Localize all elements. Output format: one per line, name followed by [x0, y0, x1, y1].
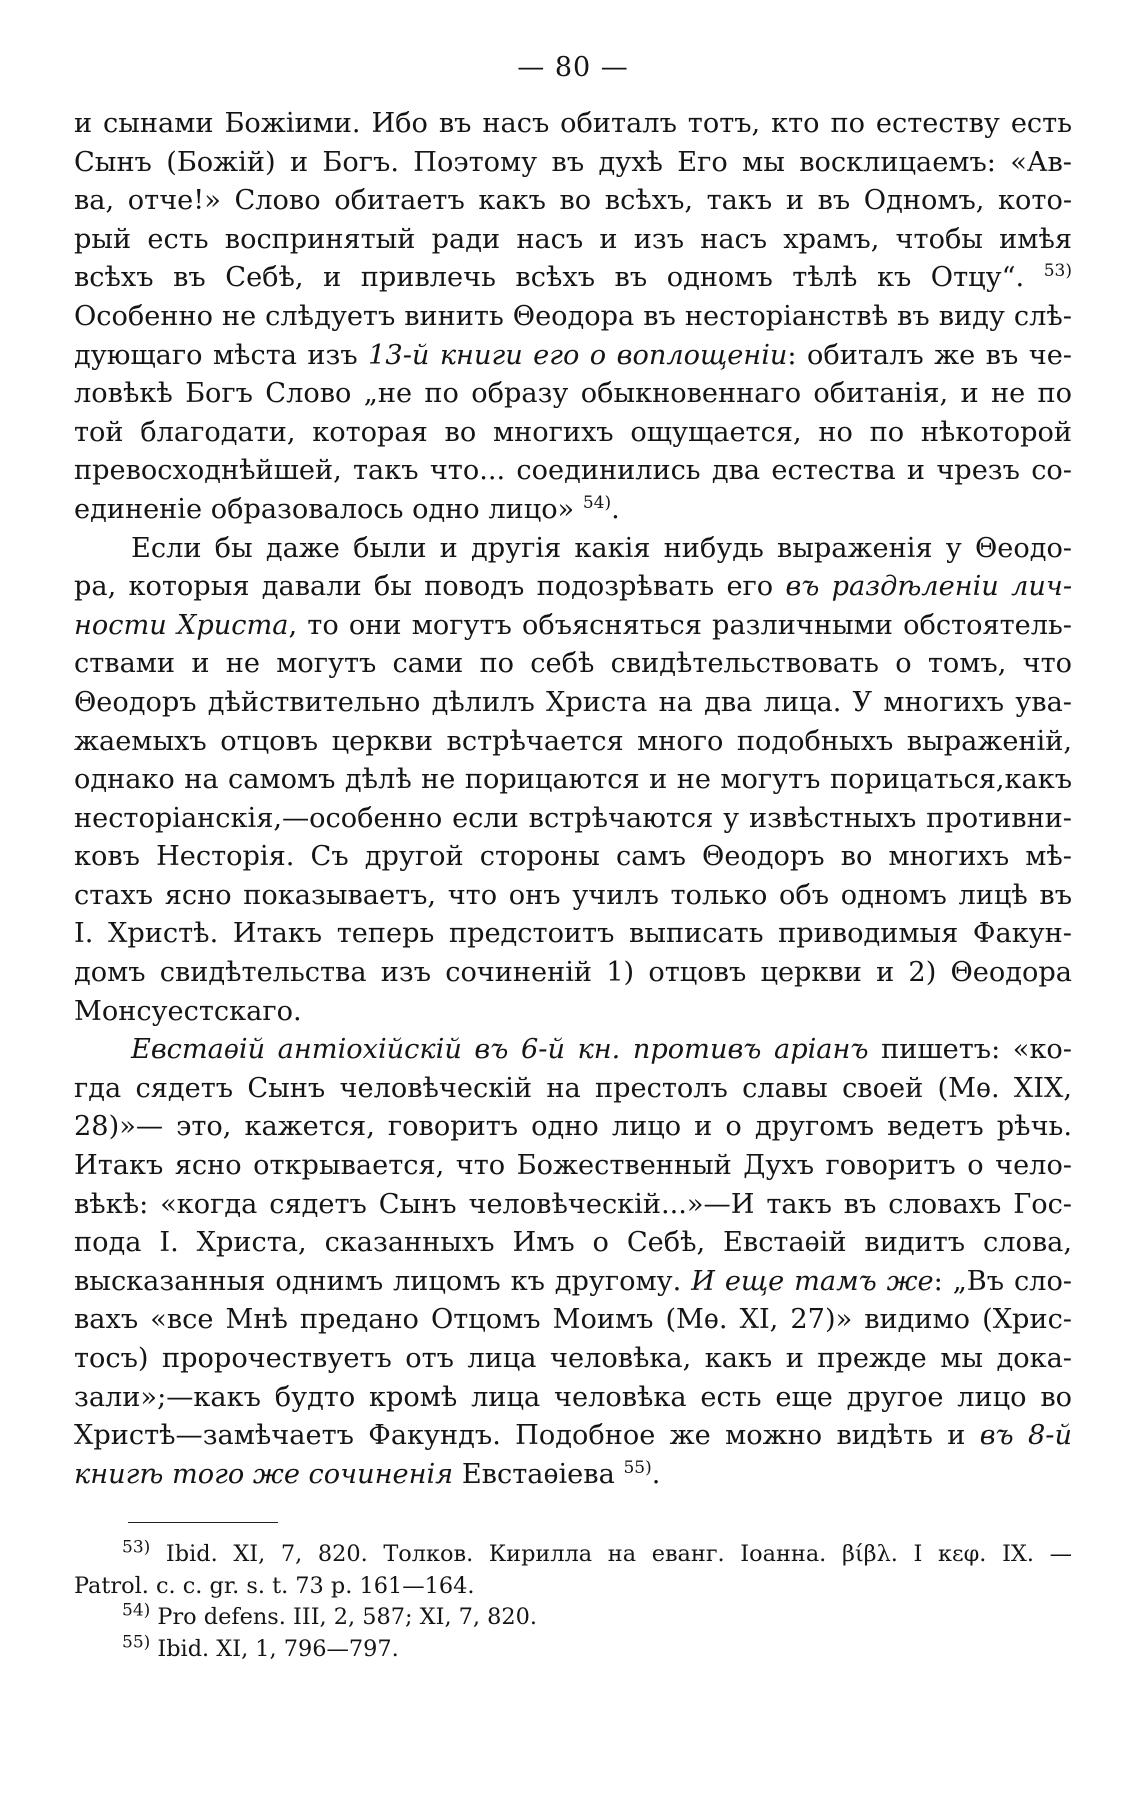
- text-line: превосходнѣйшей, такъ что... соединились два естества и чрезъ со-: [74, 455, 1072, 487]
- footnote-ref-53: 53): [1043, 261, 1072, 282]
- text-line: Θеодоръ дѣйствительно дѣлилъ Христа на два лица. У многихъ ува-: [74, 686, 1072, 718]
- text-line: той благодати, которая во многихъ ощущается, но по нѣкоторой: [74, 416, 1072, 448]
- footnote-53-continuation: Patrol. c. c. gr. s. t. 73 p. 161—164.: [74, 1572, 475, 1599]
- text-fragment: , то они могутъ объясняться различными обстоятель-: [288, 609, 1072, 641]
- text-line: Итакъ ясно открывается, что Божественный Духъ говоритъ о чело-: [74, 1150, 1072, 1182]
- footnotes: [74, 1539, 1072, 1665]
- page-number: — 80 —: [517, 52, 629, 83]
- footnote-divider: [128, 1522, 278, 1523]
- text-line: ва, отче!» Слово обитаетъ какъ во всѣхъ, такъ и въ Одномъ, кото-: [74, 185, 1072, 217]
- paragraph-continuation: [74, 105, 1072, 530]
- text-fragment: единеніе образовалось одно лицо»: [74, 493, 575, 525]
- emphasis-italic: И еще тамъ же: [691, 1265, 934, 1297]
- text-fragment: всѣхъ въ Себѣ, и привлечь всѣхъ въ одномъ тѣлѣ къ Отцу“.: [74, 262, 1025, 294]
- text-line: 28)»— это, кажется, говоритъ одно лицо и о другомъ ведетъ рѣчь.: [74, 1111, 1072, 1143]
- text-fragment: : „Въ сло-: [933, 1265, 1072, 1297]
- text-fragment: Христѣ—замѣчаетъ Факундъ. Подобное же можно видѣть и: [74, 1420, 980, 1452]
- text-line: домъ свидѣтельства изъ сочиненій 1) отцовъ церкви и 2) Θеодора: [74, 957, 1072, 989]
- text-line: тосъ) пророчествуетъ отъ лица человѣка, какъ и прежде мы дока-: [74, 1343, 1072, 1374]
- footnote-number: 53): [122, 1539, 151, 1558]
- footnote-ref-55: 55): [623, 1457, 652, 1478]
- work-title-italic: Евстаѳій антіохійскій въ 6-й кн. противъ аріанъ: [131, 1034, 869, 1066]
- text-fragment: .: [651, 1458, 661, 1490]
- text-line: [74, 259, 1072, 298]
- text-fragment: .: [611, 493, 620, 525]
- text-line: гда сядетъ Сынъ человѣческій на престолъ славы своей (Мѳ. XIX,: [74, 1072, 1072, 1104]
- text-line: несторіанскія,—особенно если встрѣчаются у извѣстныхъ противни-: [74, 802, 1072, 834]
- footnote-53: [74, 1539, 1072, 1571]
- text-fragment: ра, которыя давали бы поводъ подозрѣвать его: [74, 571, 786, 603]
- text-line: [74, 1456, 1072, 1495]
- emphasis-italic: въ 8-й: [979, 1420, 1072, 1452]
- text-line: зали»;—какъ будто кромѣ лица человѣка есть еще другое лицо во: [74, 1381, 1072, 1413]
- text-line: жаемыхъ отцовъ церкви встрѣчается много подобныхъ выраженій,: [74, 725, 1072, 757]
- paragraph-2: [74, 530, 1072, 1032]
- text-line: Монсуестскаго.: [74, 995, 302, 1027]
- text-line: [74, 1031, 1072, 1070]
- text-line: [74, 1263, 1072, 1302]
- text-fragment: пишетъ: «ко-: [868, 1034, 1072, 1066]
- text-line: ловѣкѣ Богъ Слово „не по образу обыкновеннаго обитанія, и не по: [74, 378, 1072, 410]
- text-line: и сынами Божіими. Ибо въ насъ обиталъ тотъ, кто по естеству есть: [74, 108, 1072, 139]
- text-line: ковъ Несторія. Съ другой стороны самъ Θеодоръ во многихъ мѣ-: [74, 841, 1072, 873]
- text-line: Сынъ (Божій) и Богъ. Поэтому въ духѣ Его мы восклицаемъ: «Ав-: [74, 146, 1072, 178]
- text-line: Особенно не слѣдуетъ винить Θеодора въ несторіанствѣ въ виду слѣ-: [74, 300, 1072, 332]
- footnote-55: [74, 1634, 1072, 1666]
- text-fragment: : обиталъ же въ че-: [787, 339, 1072, 371]
- text-line: [74, 337, 1072, 376]
- text-fragment: Евстаѳіева: [453, 1458, 615, 1490]
- text-line: [74, 1417, 1072, 1456]
- text-line: ствами и не могутъ сами по себѣ свидѣтельствовать о томъ, что: [74, 648, 1072, 680]
- work-title-italic: 13-й книги его о воплощеніи: [368, 339, 788, 371]
- footnote-text: Ibid. XI, 1, 796—797.: [150, 1635, 399, 1662]
- text-line: [74, 607, 1072, 646]
- footnote-54: [74, 1602, 1072, 1634]
- text-line: вѣкѣ: «когда сядетъ Сынъ человѣческій...»—И такъ въ словахъ Гос-: [74, 1188, 1072, 1220]
- text-fragment: высказанныя однимъ лицомъ къ другому.: [74, 1265, 692, 1297]
- text-line: І. Христѣ. Итакъ теперь предстоитъ выписать приводимыя Факун-: [74, 918, 1072, 950]
- footnote-text: Ibid. XI, 7, 820. Толков. Кирилла на еванг. Іоанна. βίβλ. I κεφ. IX. —: [150, 1541, 1072, 1568]
- emphasis-italic: ности Христа: [74, 609, 289, 641]
- emphasis-italic: въ раздѣленіи лич-: [785, 571, 1072, 603]
- text-line: [74, 491, 1072, 530]
- text-line: рый есть воспринятый ради насъ и изъ насъ храмъ, чтобы имѣя: [74, 223, 1072, 255]
- footnote-number: 54): [122, 1602, 151, 1621]
- text-line: Если бы даже были и другія какія нибудь выраженія у Θеодо-: [131, 532, 1072, 564]
- text-line: [74, 568, 1072, 607]
- text-fragment: дующаго мѣста изъ: [74, 339, 369, 371]
- text-line: пода І. Христа, сказанныхъ Имъ о Себѣ, Евстаѳій видитъ слова,: [74, 1227, 1072, 1259]
- emphasis-italic: книгѣ того же сочиненія: [74, 1458, 454, 1490]
- text-line: стахъ ясно показываетъ, что онъ училъ только объ одномъ лицѣ въ: [74, 879, 1072, 911]
- footnote-ref-54: 54): [582, 492, 612, 513]
- footnote-text: Pro defens. III, 2, 587; XI, 7, 820.: [150, 1604, 538, 1631]
- footnote-number: 55): [122, 1633, 151, 1653]
- text-line: однако на самомъ дѣлѣ не порицаются и не могутъ порицаться,какъ: [74, 764, 1072, 796]
- text-line: вахъ «все Мнѣ предано Отцомъ Моимъ (Мѳ. XI, 27)» видимо (Хрис-: [74, 1304, 1072, 1336]
- paragraph-3: [74, 1031, 1072, 1494]
- book-page: [74, 52, 1072, 1665]
